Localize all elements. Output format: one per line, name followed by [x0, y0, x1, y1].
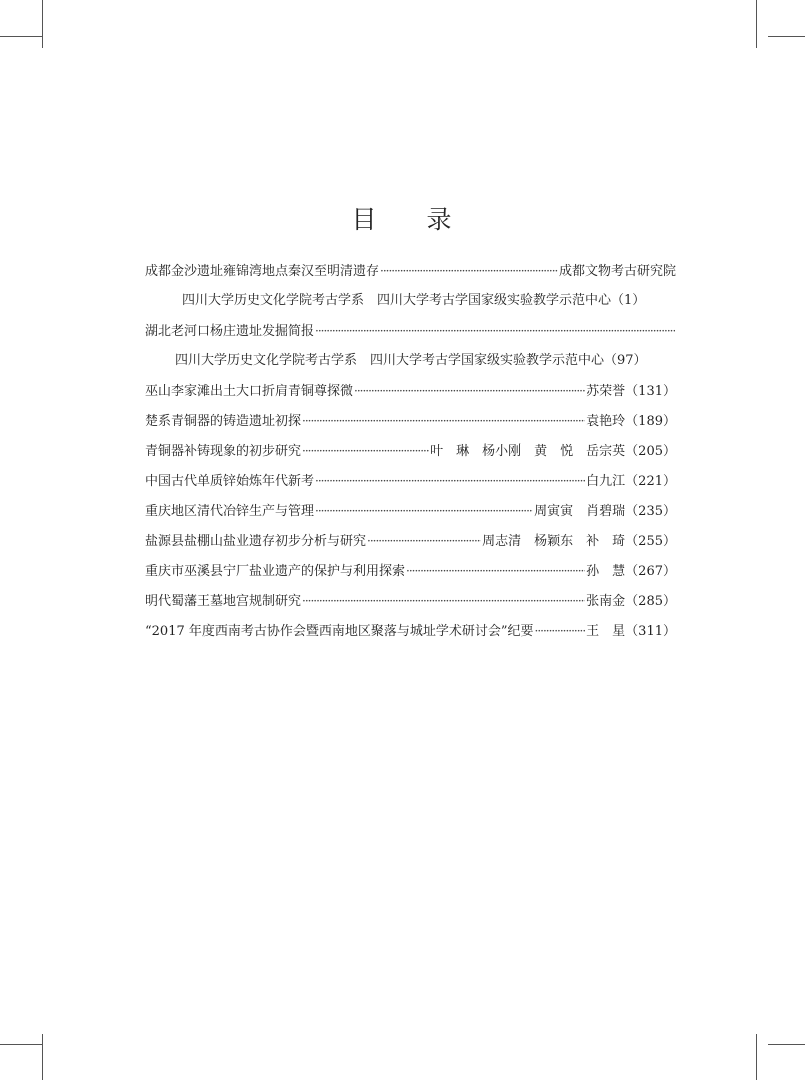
entry-author: 周志清 杨颖东 补 琦	[482, 534, 626, 549]
dot-leader	[354, 382, 585, 400]
crop-mark	[42, 1034, 43, 1080]
toc-entry[interactable]	[145, 322, 676, 352]
entry-author: 张南金	[586, 594, 626, 609]
entry-title: “2017 年度西南考古协作会暨西南地区聚落与城址学术研讨会”纪要	[145, 624, 534, 639]
entry-title: 明代蜀藩王墓地宫规制研究	[145, 594, 302, 609]
toc-entry[interactable]	[145, 502, 676, 532]
entry-author: 周寅寅 肖碧瑞	[534, 504, 626, 519]
entry-page: （131）	[625, 384, 676, 399]
entry-page: （285）	[625, 594, 676, 609]
entry-title: 重庆市巫溪县宁厂盐业遗产的保护与利用探索	[145, 564, 406, 579]
entry-page: （205）	[625, 444, 676, 459]
page-title	[0, 200, 805, 236]
entry-page: （97）	[604, 353, 647, 368]
entry-author: 苏荣誉	[586, 384, 626, 399]
crop-mark	[0, 1044, 42, 1045]
title-char-2: 录	[426, 205, 454, 234]
toc-entry[interactable]	[145, 442, 676, 472]
toc-entry[interactable]	[145, 592, 676, 622]
entry-institution: 四川大学历史文化学院考古学系 四川大学考古学国家级实验教学示范中心	[182, 293, 612, 308]
dot-leader	[535, 622, 586, 640]
entry-title: 湖北老河口杨庄遗址发掘简报	[145, 324, 315, 339]
entry-title: 成都金沙遗址雍锦湾地点秦汉至明清遗存	[145, 264, 380, 279]
toc-entry[interactable]	[145, 382, 676, 412]
dot-leader	[302, 412, 585, 430]
entry-author: 成都文物考古研究院	[558, 264, 676, 279]
entry-title: 盐源县盐棚山盐业遗存初步分析与研究	[145, 534, 367, 549]
title-char-1: 目	[351, 205, 379, 234]
entry-title: 巫山李家滩出土大口折肩青铜尊探微	[145, 384, 354, 399]
entry-author: 孙 慧	[586, 564, 626, 579]
dot-leader	[315, 502, 533, 520]
toc-entry[interactable]	[145, 532, 676, 562]
toc-entry-affiliation	[145, 352, 676, 382]
toc-entry[interactable]	[145, 562, 676, 592]
crop-mark	[756, 1034, 757, 1080]
entry-institution: 四川大学历史文化学院考古学系 四川大学考古学国家级实验教学示范中心	[175, 353, 605, 368]
entry-title: 楚系青铜器的铸造遗址初探	[145, 414, 302, 429]
crop-mark	[756, 0, 757, 48]
dot-leader	[406, 562, 585, 580]
toc-entry-affiliation	[145, 292, 676, 322]
entry-author: 白九江	[586, 474, 626, 489]
entry-title: 重庆地区清代冶锌生产与管理	[145, 504, 315, 519]
entry-author: 王 星	[586, 624, 626, 639]
dot-leader	[367, 532, 481, 550]
entry-page: （235）	[625, 504, 676, 519]
toc-entry[interactable]	[145, 262, 676, 292]
entry-page: （1）	[611, 293, 646, 308]
crop-mark	[42, 0, 43, 48]
crop-mark	[0, 36, 42, 37]
crop-mark	[768, 1044, 805, 1045]
dot-leader	[302, 442, 429, 460]
toc-entry[interactable]	[145, 472, 676, 502]
entry-page: （189）	[625, 414, 676, 429]
entry-page: （221）	[625, 474, 676, 489]
crop-mark	[768, 36, 805, 37]
table-of-contents	[145, 262, 676, 652]
entry-title: 青铜器补铸现象的初步研究	[145, 444, 302, 459]
entry-page: （311）	[625, 624, 676, 639]
dot-leader	[315, 322, 675, 340]
entry-author: 袁艳玲	[586, 414, 626, 429]
dot-leader	[315, 472, 585, 490]
toc-entry[interactable]	[145, 622, 676, 652]
entry-page: （255）	[625, 534, 676, 549]
entry-author: 叶 琳 杨小刚 黄 悦 岳宗英	[430, 444, 626, 459]
dot-leader	[380, 262, 558, 280]
entry-title: 中国古代单质锌始炼年代新考	[145, 474, 315, 489]
dot-leader	[302, 592, 585, 610]
toc-entry[interactable]	[145, 412, 676, 442]
entry-page: （267）	[625, 564, 676, 579]
